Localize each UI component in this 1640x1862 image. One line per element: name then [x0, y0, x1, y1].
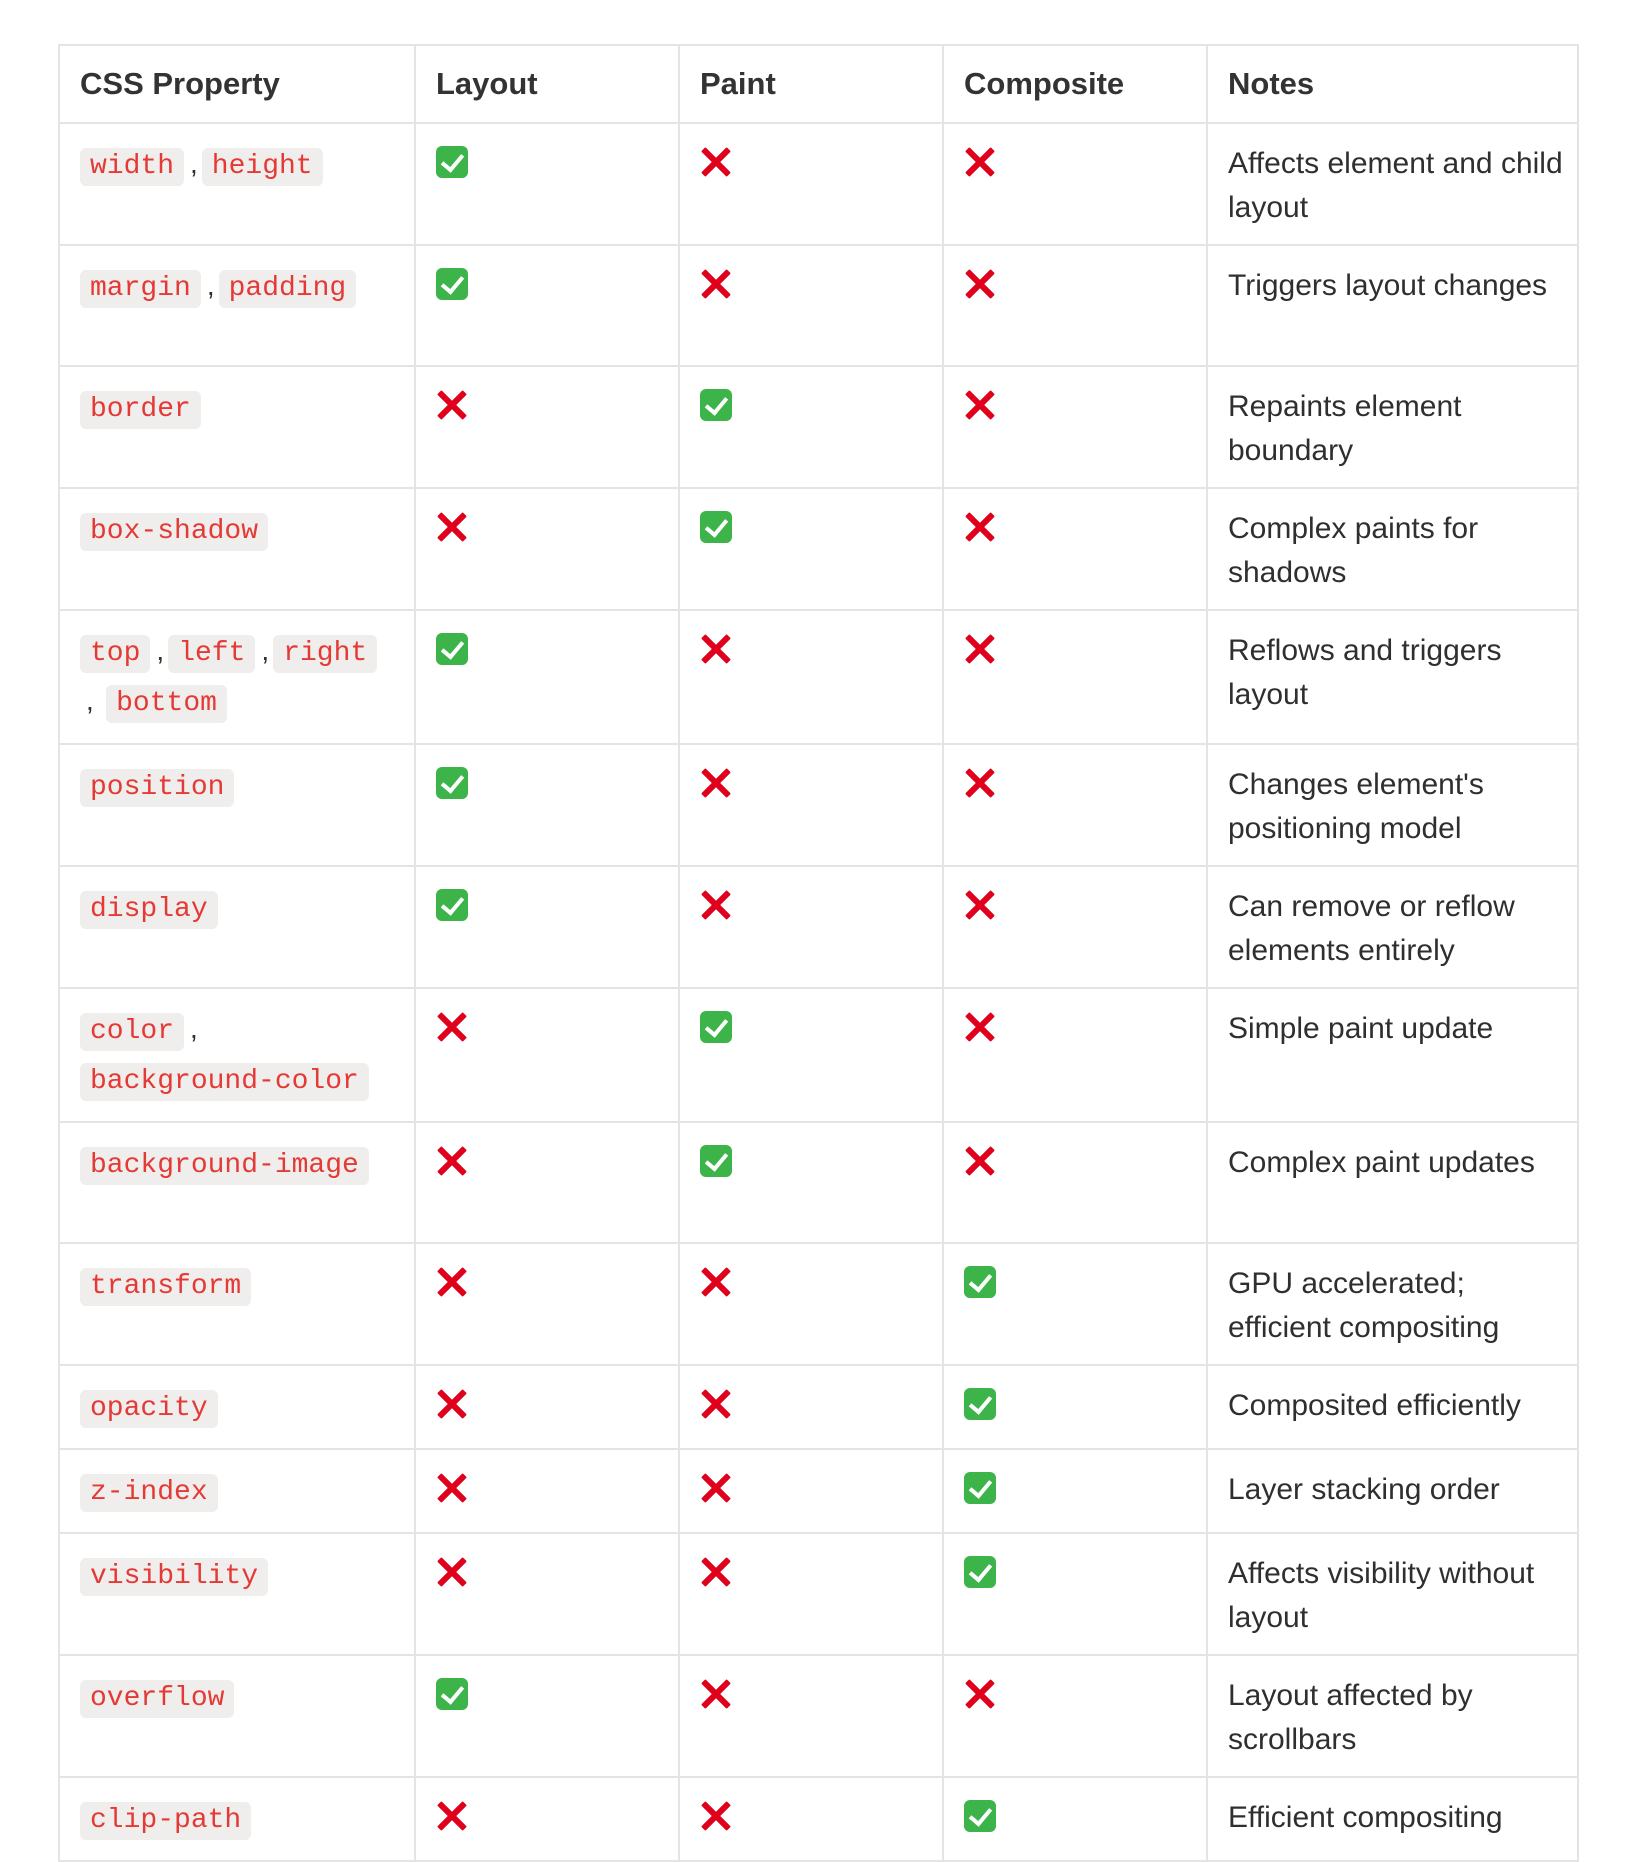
- layout-cell: [415, 988, 679, 1122]
- property-cell: [59, 744, 415, 866]
- cross-mark-icon: [700, 1471, 732, 1505]
- property-code: display: [80, 891, 218, 929]
- notes-cell: Layout affected by scrollbars: [1207, 1655, 1578, 1777]
- cross-mark-icon: [436, 1265, 468, 1299]
- table-row: [59, 1243, 1578, 1365]
- cross-mark-icon: [436, 388, 468, 422]
- property-cell: color ,background-color: [59, 988, 415, 1122]
- property-code: visibility: [80, 1558, 268, 1596]
- header-notes: Notes: [1207, 45, 1578, 123]
- paint-cell: [679, 123, 943, 245]
- table-row: [59, 245, 1578, 366]
- table-header-row: [59, 45, 1578, 123]
- notes-cell: Simple paint update: [1207, 988, 1578, 1122]
- composite-cell: [943, 245, 1207, 366]
- composite-cell: [943, 866, 1207, 988]
- property-code: clip-path: [80, 1802, 251, 1840]
- table-row: [59, 988, 1578, 1122]
- notes-cell: Affects visibility without layout: [1207, 1533, 1578, 1655]
- property-code: transform: [80, 1268, 251, 1306]
- notes-cell: GPU accelerated; efficient compositing: [1207, 1243, 1578, 1365]
- layout-cell: [415, 1365, 679, 1449]
- layout-cell: [415, 123, 679, 245]
- table-row: [59, 1655, 1578, 1777]
- cross-mark-icon: [964, 145, 996, 179]
- cross-mark-icon: [436, 1555, 468, 1589]
- header-paint: Paint: [679, 45, 943, 123]
- css-properties-table: [58, 44, 1579, 1862]
- paint-cell: [679, 866, 943, 988]
- table-row: [59, 1533, 1578, 1655]
- layout-cell: [415, 1122, 679, 1243]
- cross-mark-icon: [436, 1799, 468, 1833]
- paint-cell: [679, 1449, 943, 1533]
- notes-cell: Layer stacking order: [1207, 1449, 1578, 1533]
- cross-mark-icon: [964, 510, 996, 544]
- property-cell: top , left , right, bottom: [59, 610, 415, 744]
- composite-cell: [943, 123, 1207, 245]
- composite-cell: [943, 488, 1207, 610]
- paint-cell: [679, 488, 943, 610]
- check-mark-icon: [964, 1472, 996, 1504]
- cross-mark-icon: [964, 1144, 996, 1178]
- property-code: background-image: [80, 1147, 369, 1185]
- check-mark-icon: [964, 1556, 996, 1588]
- cross-mark-icon: [700, 1265, 732, 1299]
- notes-cell: Repaints element boundary: [1207, 366, 1578, 488]
- property-code: box-shadow: [80, 513, 268, 551]
- layout-cell: [415, 245, 679, 366]
- cross-mark-icon: [700, 888, 732, 922]
- property-cell: [59, 1533, 415, 1655]
- property-cell: width , height: [59, 123, 415, 245]
- check-mark-icon: [964, 1388, 996, 1420]
- paint-cell: [679, 610, 943, 744]
- check-mark-icon: [436, 633, 468, 665]
- cross-mark-icon: [436, 1387, 468, 1421]
- layout-cell: [415, 1777, 679, 1861]
- paint-cell: [679, 1533, 943, 1655]
- notes-cell: Efficient compositing: [1207, 1777, 1578, 1861]
- table-row: [59, 366, 1578, 488]
- table-row: [59, 1777, 1578, 1861]
- cross-mark-icon: [700, 1677, 732, 1711]
- cross-mark-icon: [436, 1471, 468, 1505]
- layout-cell: [415, 610, 679, 744]
- paint-cell: [679, 366, 943, 488]
- property-code: border: [80, 391, 201, 429]
- composite-cell: [943, 610, 1207, 744]
- cross-mark-icon: [964, 632, 996, 666]
- composite-cell: [943, 1533, 1207, 1655]
- table-row: [59, 1365, 1578, 1449]
- property-code: background-color: [80, 1063, 369, 1101]
- cross-mark-icon: [700, 1799, 732, 1833]
- notes-cell: Complex paints for shadows: [1207, 488, 1578, 610]
- notes-cell: Reflows and triggers layout: [1207, 610, 1578, 744]
- check-mark-icon: [700, 389, 732, 421]
- table-row: [59, 488, 1578, 610]
- property-code: height: [202, 148, 323, 186]
- paint-cell: [679, 1655, 943, 1777]
- property-code: left: [168, 635, 255, 673]
- composite-cell: [943, 1365, 1207, 1449]
- table-row: [59, 866, 1578, 988]
- layout-cell: [415, 1655, 679, 1777]
- property-code: z-index: [80, 1474, 218, 1512]
- check-mark-icon: [436, 767, 468, 799]
- table-row: [59, 1449, 1578, 1533]
- cross-mark-icon: [700, 632, 732, 666]
- property-cell: [59, 366, 415, 488]
- paint-cell: [679, 988, 943, 1122]
- check-mark-icon: [436, 146, 468, 178]
- layout-cell: [415, 1243, 679, 1365]
- layout-cell: [415, 488, 679, 610]
- composite-cell: [943, 988, 1207, 1122]
- layout-cell: [415, 744, 679, 866]
- cross-mark-icon: [964, 388, 996, 422]
- property-cell: [59, 1449, 415, 1533]
- composite-cell: [943, 1243, 1207, 1365]
- composite-cell: [943, 744, 1207, 866]
- notes-cell: Composited efficiently: [1207, 1365, 1578, 1449]
- check-mark-icon: [700, 511, 732, 543]
- property-code: opacity: [80, 1390, 218, 1428]
- cross-mark-icon: [436, 1010, 468, 1044]
- layout-cell: [415, 1533, 679, 1655]
- layout-cell: [415, 1449, 679, 1533]
- paint-cell: [679, 1243, 943, 1365]
- property-code: padding: [219, 270, 357, 308]
- property-code: width: [80, 148, 184, 186]
- paint-cell: [679, 1122, 943, 1243]
- paint-cell: [679, 1777, 943, 1861]
- cross-mark-icon: [964, 1010, 996, 1044]
- property-cell: [59, 1655, 415, 1777]
- layout-cell: [415, 866, 679, 988]
- property-cell: [59, 866, 415, 988]
- property-cell: [59, 1122, 415, 1243]
- notes-cell: Triggers layout changes: [1207, 245, 1578, 366]
- cross-mark-icon: [700, 1387, 732, 1421]
- paint-cell: [679, 1365, 943, 1449]
- property-code: bottom: [106, 685, 227, 723]
- property-cell: [59, 1365, 415, 1449]
- property-code: color: [80, 1013, 184, 1051]
- cross-mark-icon: [964, 1677, 996, 1711]
- cross-mark-icon: [700, 267, 732, 301]
- notes-cell: Changes element's positioning model: [1207, 744, 1578, 866]
- composite-cell: [943, 366, 1207, 488]
- check-mark-icon: [700, 1145, 732, 1177]
- check-mark-icon: [436, 1678, 468, 1710]
- layout-cell: [415, 366, 679, 488]
- table-row: [59, 123, 1578, 245]
- header-layout: Layout: [415, 45, 679, 123]
- property-cell: [59, 488, 415, 610]
- notes-cell: Can remove or reflow elements entirely: [1207, 866, 1578, 988]
- cross-mark-icon: [700, 145, 732, 179]
- table-row: [59, 610, 1578, 744]
- notes-cell: Complex paint updates: [1207, 1122, 1578, 1243]
- composite-cell: [943, 1122, 1207, 1243]
- cross-mark-icon: [436, 510, 468, 544]
- composite-cell: [943, 1655, 1207, 1777]
- header-composite: Composite: [943, 45, 1207, 123]
- cross-mark-icon: [964, 766, 996, 800]
- table-row: [59, 744, 1578, 866]
- paint-cell: [679, 744, 943, 866]
- property-code: top: [80, 635, 150, 673]
- property-cell: margin , padding: [59, 245, 415, 366]
- cross-mark-icon: [964, 267, 996, 301]
- composite-cell: [943, 1777, 1207, 1861]
- check-mark-icon: [436, 268, 468, 300]
- table-row: [59, 1122, 1578, 1243]
- check-mark-icon: [964, 1800, 996, 1832]
- property-cell: [59, 1243, 415, 1365]
- cross-mark-icon: [700, 766, 732, 800]
- cross-mark-icon: [964, 888, 996, 922]
- check-mark-icon: [436, 889, 468, 921]
- property-code: right: [273, 635, 377, 673]
- check-mark-icon: [964, 1266, 996, 1298]
- cross-mark-icon: [700, 1555, 732, 1589]
- cross-mark-icon: [436, 1144, 468, 1178]
- property-code: position: [80, 769, 234, 807]
- notes-cell: Affects element and child layout: [1207, 123, 1578, 245]
- property-code: margin: [80, 270, 201, 308]
- composite-cell: [943, 1449, 1207, 1533]
- check-mark-icon: [700, 1011, 732, 1043]
- paint-cell: [679, 245, 943, 366]
- header-css-property: CSS Property: [59, 45, 415, 123]
- property-cell: [59, 1777, 415, 1861]
- property-code: overflow: [80, 1680, 234, 1718]
